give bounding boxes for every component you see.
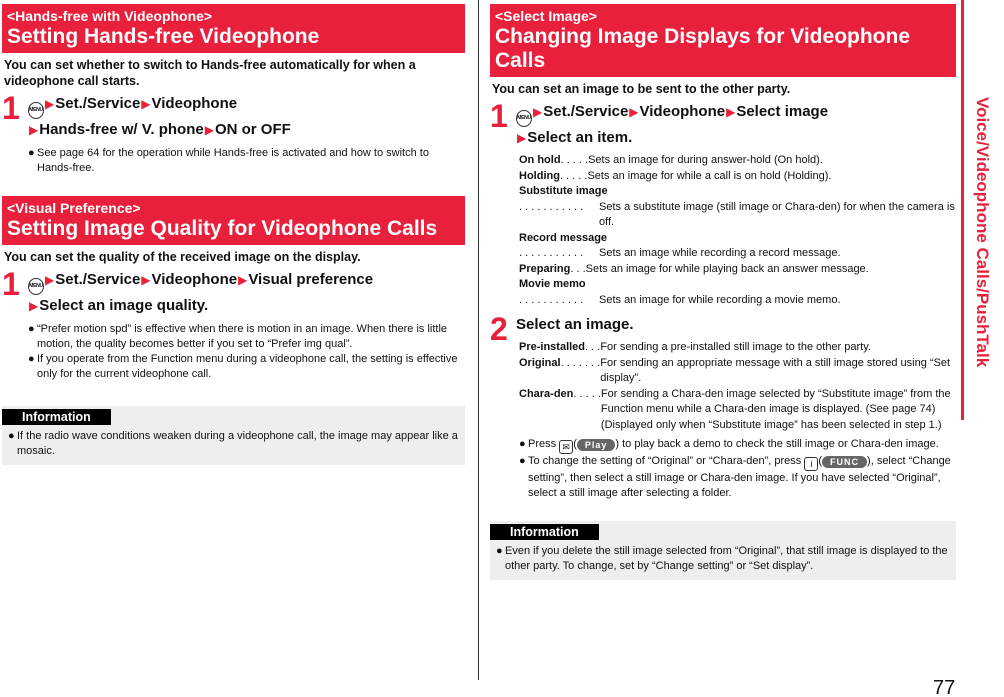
definition-row: . . . . . . . . . . . Sets a substitute image (still image or Chara-den) for when the camera is off. <box>519 200 955 228</box>
step-1-visual-preference <box>2 266 465 382</box>
menu-key-icon: MENU <box>516 110 532 127</box>
bullet-item: ● “Prefer motion spd” is effective when there is motion in an image. When there is little motion, the quality becomes better if you set to “Prefer img qual”. <box>28 323 448 350</box>
menu-path-item: Set./Service <box>55 271 141 288</box>
bullet-dot-icon: ● <box>28 323 35 335</box>
menu-path-item: Set./Service <box>55 95 141 112</box>
section-banner-visual-preference <box>2 196 465 245</box>
arrow-icon: ▶ <box>29 123 39 137</box>
bullet-item: ● To change the setting of “Original” or “Chara-den”, press i ( FUNC ), select “Change setting”, then select a still image or Chara-den image. If you have selected “Original”, select a still image after selecting a folder. <box>519 455 951 499</box>
page-number: 77 <box>933 677 956 697</box>
section-intro: You can set whether to switch to Hands-free automatically for when a videophone call starts. <box>4 58 416 88</box>
left-column <box>2 4 465 465</box>
definition-term: Record message <box>519 231 608 244</box>
chapter-side-label: Voice/Videophone Calls/PushTalk <box>973 97 992 368</box>
section-intro: You can set the quality of the received image on the display. <box>4 250 361 264</box>
right-column <box>490 4 956 580</box>
arrow-icon: ▶ <box>629 105 639 119</box>
definition-row: . . . . . . . . . . . Sets an image while recording a record message. <box>519 247 841 259</box>
section-title: Setting Hands-free Videophone <box>7 25 320 48</box>
select-item-definitions <box>490 153 956 308</box>
play-softkey-icon: Play <box>577 439 616 451</box>
menu-path-item: Select image <box>736 103 829 120</box>
arrow-icon: ▶ <box>45 273 55 287</box>
arrow-icon: ▶ <box>204 123 214 137</box>
step-1-hands-free <box>2 90 465 176</box>
information-label: Information <box>490 524 599 540</box>
definition-row: Original . . . . . . . For sending an appropriate message with a still image stored using “Set display”. <box>519 356 951 384</box>
step-number: 1 <box>490 98 508 134</box>
section-tag: <Visual Preference> <box>7 200 141 216</box>
menu-path-item: Videophone <box>151 271 238 288</box>
menu-path-item: Set./Service <box>543 103 629 120</box>
section-tag: <Select Image> <box>495 8 597 24</box>
step-number: 2 <box>490 311 508 347</box>
bullet-item: ● If you operate from the Function menu during a videophone call, the setting is effective only for the current videophone call. <box>28 353 458 380</box>
definition-row: Chara-den . . . . . For sending a Chara-den image selected by “Substitute image” from the Function menu while a Chara-den image is displayed. (See page 74) (Displayed only when “Substitute image” has been selected in step 1.) <box>519 387 951 431</box>
information-box <box>490 521 956 580</box>
bullet-item: ● See page 64 for the operation while Hands-free is activated and how to switch to Hands-free. <box>28 147 429 174</box>
side-tab-rule <box>961 0 964 420</box>
information-box <box>2 406 465 465</box>
arrow-icon: ▶ <box>45 97 55 111</box>
bullet-list <box>28 322 465 382</box>
arrow-icon: ▶ <box>238 273 248 287</box>
i-mode-key-icon: i <box>804 457 818 471</box>
bullet-list <box>28 146 465 176</box>
menu-path-item: Select an image quality. <box>39 297 209 314</box>
bullet-item: ● Even if you delete the still image selected from “Original”, that still image is displayed to the other party. To change, set by “Change setting” or “Set display”. <box>496 545 948 572</box>
arrow-icon: ▶ <box>141 273 151 287</box>
menu-path-item: Videophone <box>151 95 238 112</box>
definition-term: Substitute image <box>519 185 608 197</box>
bullet-dot-icon: ● <box>519 438 526 450</box>
bullet-dot-icon: ● <box>496 545 503 557</box>
menu-path-item: Hands-free w/ V. phone <box>39 121 204 138</box>
bullet-dot-icon: ● <box>8 430 15 442</box>
arrow-icon: ▶ <box>726 105 736 119</box>
definition-row: Holding . . . . . Sets an image for while a call is on hold (Holding). <box>519 169 832 182</box>
bullet-list <box>519 437 956 501</box>
bullet-item: ● If the radio wave conditions weaken during a videophone call, the image may appear like a mosaic. <box>8 430 458 457</box>
func-softkey-icon: FUNC <box>822 456 867 468</box>
section-title: Changing Image Displays for Videophone Calls <box>495 25 911 72</box>
step-instruction <box>516 101 956 149</box>
step-number: 1 <box>2 266 20 302</box>
bullet-item: ● Press ✉ ( Play ) to play back a demo to check the still image or Chara-den image. <box>519 438 939 452</box>
image-type-definitions <box>490 340 956 501</box>
arrow-icon: ▶ <box>29 299 39 313</box>
section-banner-select-image <box>490 4 956 77</box>
section-title: Setting Image Quality for Videophone Calls <box>7 217 438 240</box>
bullet-dot-icon: ● <box>519 455 526 467</box>
definition-term: Movie memo <box>519 278 586 290</box>
information-label: Information <box>2 409 111 425</box>
column-divider <box>478 0 479 680</box>
arrow-icon: ▶ <box>141 97 151 111</box>
arrow-icon: ▶ <box>533 105 543 119</box>
arrow-icon: ▶ <box>517 131 527 145</box>
step-1-select-image <box>490 98 956 149</box>
mail-key-icon: ✉ <box>559 440 573 454</box>
section-banner-hands-free <box>2 4 465 53</box>
menu-path-item: Visual preference <box>248 271 374 288</box>
bullet-dot-icon: ● <box>28 353 35 365</box>
definition-row: . . . . . . . . . . . Sets an image for while recording a movie memo. <box>519 293 841 306</box>
step-instruction <box>28 269 465 317</box>
menu-path-item: Videophone <box>639 103 726 120</box>
step-instruction: Select an image. <box>516 316 634 333</box>
section-tag: <Hands-free with Videophone> <box>7 8 213 24</box>
definition-row: On hold . . . . . Sets an image for during answer-hold (On hold). <box>519 154 823 166</box>
menu-path-item: Select an item. <box>527 129 633 146</box>
bullet-dot-icon: ● <box>28 147 35 159</box>
definition-row: Pre-installed . . . For sending a pre-installed still image to the other party. <box>519 341 871 353</box>
definition-row: Preparing . . . Sets an image for while playing back an answer message. <box>519 262 869 275</box>
menu-key-icon: MENU <box>28 278 44 295</box>
step-instruction <box>28 93 465 141</box>
menu-key-icon: MENU <box>28 102 44 119</box>
step-number: 1 <box>2 90 20 126</box>
menu-path-item: ON or OFF <box>214 121 291 138</box>
section-intro: You can set an image to be sent to the other party. <box>492 82 791 96</box>
